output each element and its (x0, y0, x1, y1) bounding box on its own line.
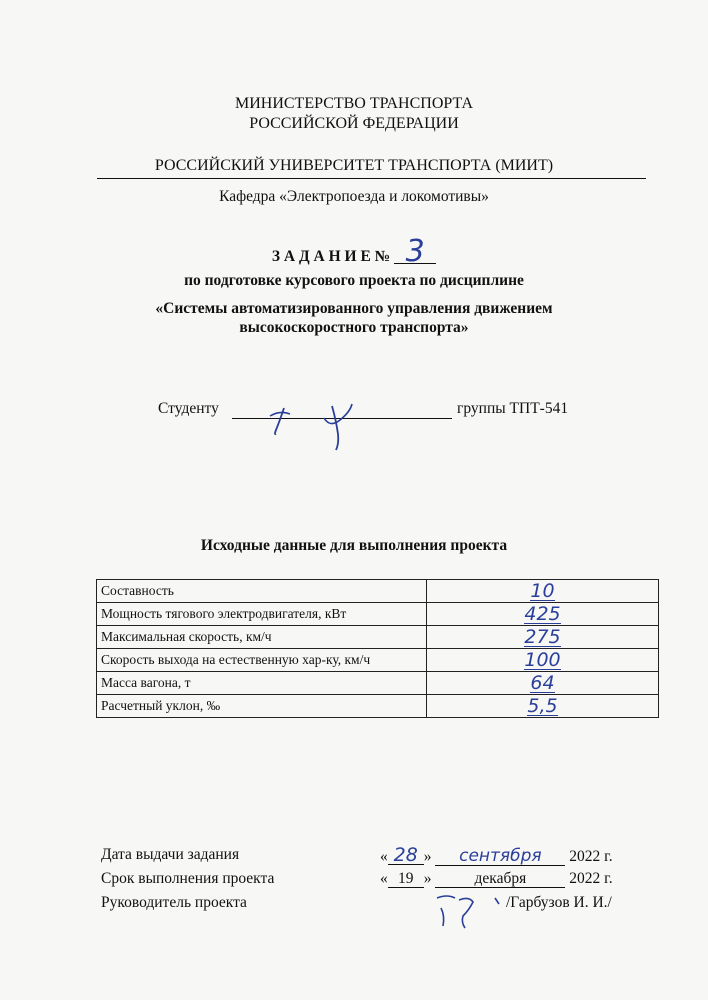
supervisor-name: /Гарбузов И. И./ (506, 894, 612, 911)
supervisor-label: Руководитель проекта (101, 894, 247, 911)
department-name: Кафедра «Электропоезда и локомотивы» (219, 188, 489, 205)
row-value: 5,5 (427, 695, 659, 718)
row-value: 64 (427, 672, 659, 695)
deadline-month: декабря (435, 870, 565, 888)
student-signature (232, 390, 452, 460)
student-label: Студенту (158, 400, 219, 417)
row-value: 275 (427, 626, 659, 649)
row-value: 100 (427, 649, 659, 672)
row-value: 10 (427, 580, 659, 603)
table-row (97, 649, 659, 672)
table-row (97, 695, 659, 718)
row-label: Мощность тягового электродвигателя, кВт (97, 603, 427, 626)
deadline-date: « 19 » декабря 2022 г. (380, 870, 613, 887)
supervisor-signature (425, 886, 505, 932)
discipline-line-1: «Системы автоматизированного управления движением (155, 300, 553, 317)
row-label: Расчетный уклон, ‰ (97, 695, 427, 718)
table-row (97, 603, 659, 626)
issue-date: « 28 » сентября 2022 г. (380, 844, 613, 866)
table-row (97, 580, 659, 603)
deadline-label: Срок выполнения проекта (101, 870, 275, 887)
discipline-line-2: высокоскоростного транспорта» (239, 319, 469, 336)
issue-day: 28 (388, 846, 424, 865)
assignment-title (0, 234, 708, 269)
ministry-line-2: РОССИЙСКОЙ ФЕДЕРАЦИИ (249, 115, 459, 132)
header-divider (97, 178, 646, 179)
row-label: Составность (97, 580, 427, 603)
deadline-year: 2022 г. (569, 870, 613, 887)
university-name: РОССИЙСКИЙ УНИВЕРСИТЕТ ТРАНСПОРТА (МИИТ) (154, 157, 554, 174)
group-label: группы ТПТ-541 (457, 400, 569, 417)
table-row (97, 672, 659, 695)
row-label: Масса вагона, т (97, 672, 427, 695)
assignment-number: 3 (394, 241, 436, 264)
row-value: 425 (427, 603, 659, 626)
assignment-title-label: З А Д А Н И Е № (271, 248, 391, 265)
source-data-heading: Исходные данные для выполнения проекта (200, 537, 508, 554)
row-label: Максимальная скорость, км/ч (97, 626, 427, 649)
issue-date-label: Дата выдачи задания (101, 846, 240, 863)
assignment-subtitle: по подготовке курсового проекта по дисциплине (184, 272, 524, 289)
deadline-day: 19 (388, 870, 424, 888)
issue-month: сентября (435, 847, 565, 866)
row-label: Скорость выхода на естественную хар-ку, км/ч (97, 649, 427, 672)
issue-year: 2022 г. (569, 848, 613, 865)
source-data-table (96, 579, 659, 718)
table-row (97, 626, 659, 649)
ministry-line-1: МИНИСТЕРСТВО ТРАНСПОРТА (234, 95, 473, 112)
